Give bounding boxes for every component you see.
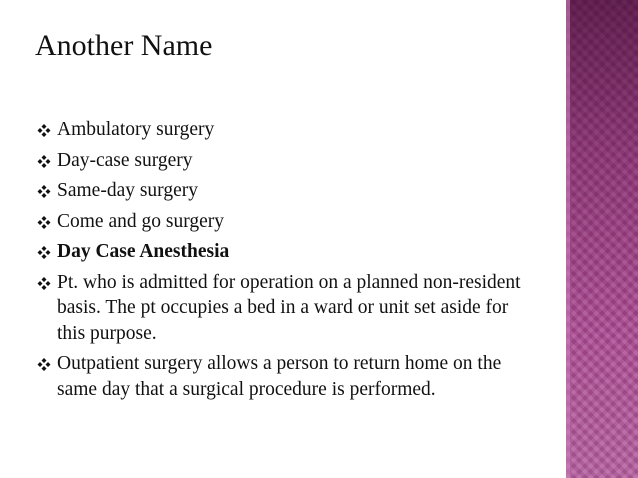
bullet-item-day-case-anesthesia	[36, 239, 536, 265]
bullet-text: Same-day surgery	[57, 180, 198, 201]
diamond-cluster-icon	[36, 271, 52, 295]
diamond-cluster-icon	[36, 149, 52, 173]
bullet-text: Ambulatory surgery	[57, 119, 215, 140]
decorative-side-band	[566, 0, 638, 478]
bullet-text: Come and go surgery	[57, 210, 224, 232]
bullet-text: Outpatient surgery allows a person to return home on the same day that a surgical procedure is performed.	[57, 353, 502, 400]
bullet-item-same-day-surgery	[36, 178, 536, 204]
bullet-text: Pt. who is admitted for operation on a planned non-resident basis. The pt occupies a bed in a ward or unit set aside for this purpose.	[57, 271, 521, 344]
diamond-cluster-icon	[36, 210, 52, 234]
bullet-item-ambulatory-surgery	[36, 117, 536, 143]
diamond-cluster-icon	[36, 240, 52, 264]
bullet-item-come-and-go-surgery	[36, 209, 536, 235]
bullet-item-patient-admission	[36, 270, 536, 347]
diamond-cluster-icon	[36, 179, 52, 203]
bullet-text: Day-case surgery	[57, 149, 193, 171]
slide-title: Another Name	[35, 29, 213, 62]
diamond-cluster-icon	[36, 352, 52, 376]
bullet-item-outpatient-surgery	[36, 351, 536, 402]
bullet-text: Day Case Anesthesia	[57, 241, 230, 262]
diamond-cluster-icon	[36, 118, 52, 142]
bullet-item-day-case-surgery	[36, 148, 536, 174]
bullet-list	[36, 117, 536, 407]
